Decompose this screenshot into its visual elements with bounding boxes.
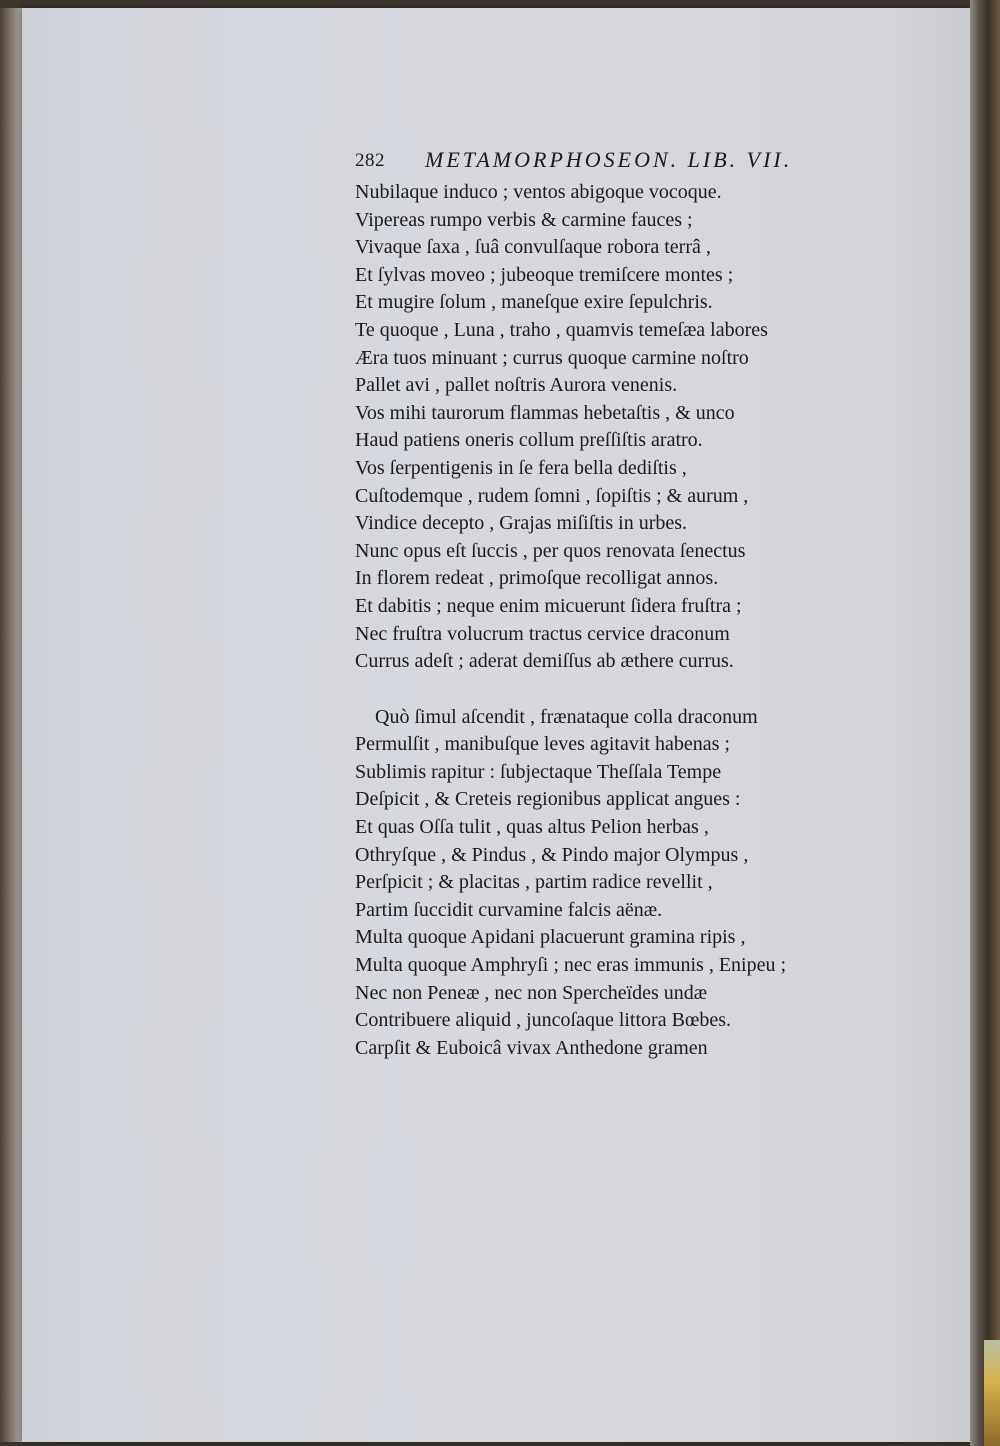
verse-line: Et ſylvas moveo ; jubeoque tremiſcere montes ;: [355, 263, 734, 286]
verse-line: Et quas Oſſa tulit , quas altus Pelion herbas ,: [355, 816, 709, 839]
verse-line: Nec non Peneæ , nec non Spercheïdes undæ: [355, 981, 708, 1004]
verse-line: Pallet avi , pallet noſtris Aurora venenis.: [355, 374, 678, 397]
verse-line: Vos ſerpentigenis in ſe fera bella dediſtis ,: [355, 456, 687, 479]
verse-line: Nubilaque induco ; ventos abigoque vocoque.: [355, 181, 722, 203]
verse-line: Nunc opus eſt ſuccis , per quos renovata ſenectus: [355, 539, 746, 562]
book-gutter: [970, 0, 1000, 1446]
running-title: METAMORPHOSEON. LIB. VII.: [425, 147, 793, 172]
verse-line: Deſpicit , & Creteis regionibus applicat angues :: [355, 788, 741, 811]
stanza-1: [355, 179, 855, 676]
verse-line: Perſpicit ; & placitas , partim radice revellit ,: [355, 871, 713, 894]
page-left-edge: [0, 8, 24, 1442]
verse-line: Partim ſuccidit curvamine falcis aënæ.: [355, 898, 663, 921]
stanza-2: [355, 704, 855, 1063]
page-header: [355, 145, 855, 179]
verse-line: In florem redeat , primoſque recolligat annos.: [355, 567, 719, 590]
verse-line: Permulſit , manibuſque leves agitavit habenas ;: [355, 733, 730, 756]
verse-line: Æra tuos minuant ; currus quoque carmine noſtro: [355, 346, 749, 369]
verse-line: Cuſtodemque , rudem ſomni , ſopiſtis ; & aurum ,: [355, 484, 749, 507]
verse-line: Sublimis rapitur : ſubjectaque Theſſala Tempe: [355, 760, 722, 783]
text-block: [355, 145, 855, 1062]
verse-line: Multa quoque Amphryſi ; nec eras immunis , Enipeu ;: [355, 954, 787, 977]
verse-line: Contribuere aliquid , juncoſaque littora Bœbes.: [355, 1009, 732, 1032]
verse-line: Te quoque , Luna , traho , quamvis temeſæa labores: [355, 318, 768, 341]
verse-line: Et mugire ſolum , maneſque exire ſepulchris.: [355, 291, 713, 314]
verse-line: Nec fruſtra volucrum tractus cervice draconum: [355, 622, 730, 645]
verse-line: Vipereas rumpo verbis & carmine fauces ;: [355, 208, 693, 231]
page-number: 282: [355, 150, 385, 171]
verse-line: Othryſque , & Pindus , & Pindo major Olympus ,: [355, 843, 749, 866]
binding-strip: [984, 1340, 1000, 1446]
verse-line: Carpſit & Euboicâ vivax Anthedone gramen: [355, 1036, 708, 1059]
verse-line: Haud patiens oneris collum preſſiſtis aratro.: [355, 429, 703, 452]
verse-line: Currus adeſt ; aderat demiſſus ab æthere currus.: [355, 650, 734, 673]
verse-line-indented: Quò ſimul aſcendit , frænataque colla draconum: [375, 705, 758, 728]
verse-line: Vivaque ſaxa , ſuâ convulſaque robora terrâ ,: [355, 236, 711, 259]
verse-line: Vos mihi taurorum flammas hebetaſtis , & unco: [355, 401, 735, 424]
verse-line: Vindice decepto , Grajas miſiſtis in urbes.: [355, 512, 688, 535]
verse-line: Et dabitis ; neque enim micuerunt ſidera fruſtra ;: [355, 594, 742, 617]
verse-line: Multa quoque Apidani placuerunt gramina ripis ,: [355, 926, 746, 949]
